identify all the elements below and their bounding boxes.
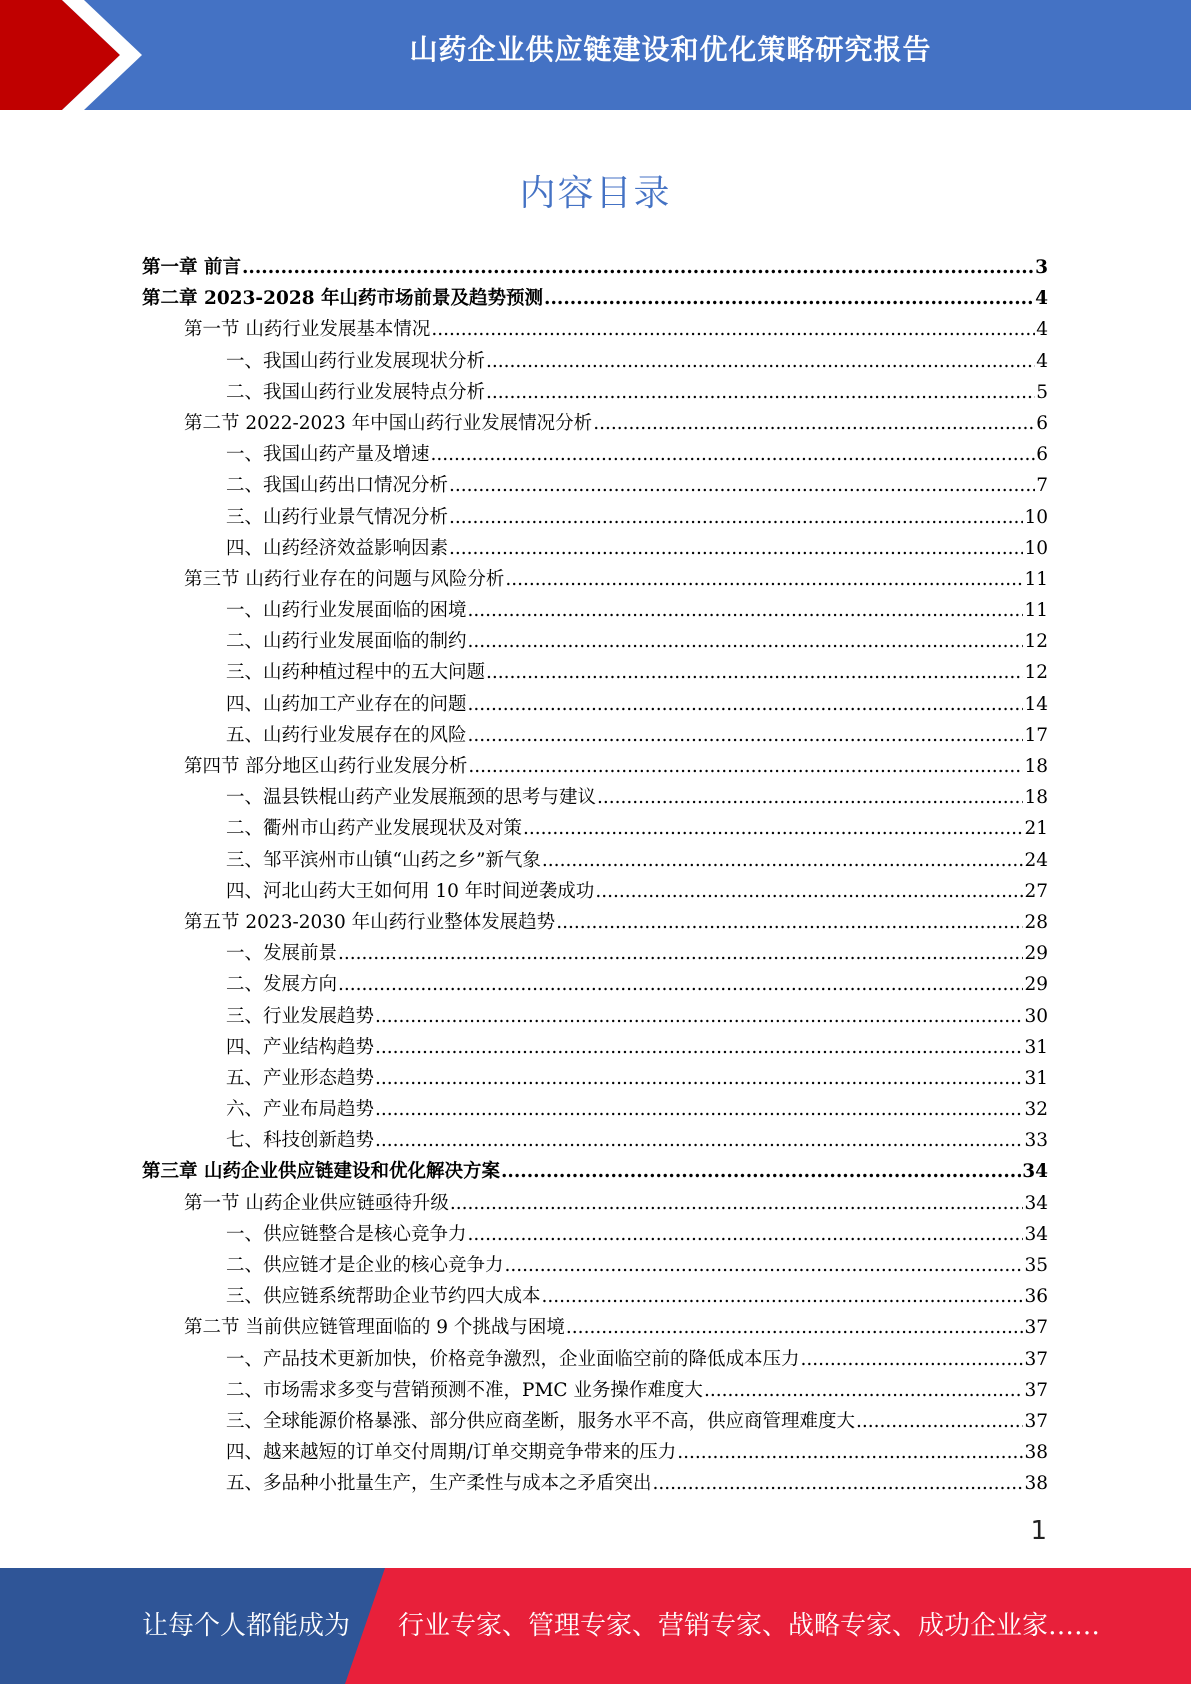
toc-entry-label: 二、衢州市山药产业发展现状及对策 — [226, 818, 523, 840]
toc-entry[interactable] — [142, 939, 1048, 970]
toc-entry-page: 37 — [1024, 1317, 1048, 1339]
report-title: 山药企业供应链建设和优化策略研究报告 — [409, 33, 932, 66]
toc-entry[interactable] — [142, 378, 1048, 409]
toc-entry-page: 18 — [1024, 787, 1048, 809]
toc-entry[interactable] — [142, 814, 1048, 845]
toc-entry[interactable] — [142, 1469, 1048, 1500]
toc-dot-leader — [486, 382, 1035, 403]
toc-entry-page: 30 — [1024, 1005, 1048, 1027]
toc-dot-leader — [468, 725, 1024, 746]
toc-entry-label: 一、产品技术更新加快，价格竞争激烈，企业面临空前的降低成本压力 — [226, 1348, 800, 1370]
toc-entry[interactable] — [142, 1282, 1048, 1313]
toc-entry[interactable] — [142, 877, 1048, 908]
toc-entry-label: 二、山药行业发展面临的制约 — [226, 631, 467, 653]
toc-dot-leader — [449, 507, 1023, 528]
toc-entry[interactable] — [142, 690, 1048, 721]
toc-entry-label: 第三章 山药企业供应链建设和优化解决方案 — [142, 1161, 500, 1183]
toc-entry-page: 14 — [1024, 693, 1048, 715]
toc-entry[interactable] — [142, 908, 1048, 939]
toc-dot-leader — [338, 943, 1023, 964]
toc-entry-page: 12 — [1024, 662, 1048, 684]
toc-entry-page: 11 — [1024, 600, 1048, 622]
toc-entry-label: 三、山药种植过程中的五大问题 — [226, 662, 486, 684]
toc-entry[interactable] — [142, 440, 1048, 471]
toc-entry-label: 一、温县铁棍山药产业发展瓶颈的思考与建议 — [226, 787, 597, 809]
toc-entry-page: 38 — [1024, 1442, 1048, 1464]
toc-entry[interactable] — [142, 1033, 1048, 1064]
toc-dot-leader — [431, 444, 1036, 465]
toc-entry-page: 18 — [1024, 756, 1048, 777]
toc-entry-label: 三、行业发展趋势 — [226, 1005, 375, 1027]
toc-entry-label: 一、我国山药产量及增速 — [226, 444, 430, 466]
toc-entry-label: 第三节 山药行业存在的问题与风险分析 — [184, 568, 505, 590]
toc-entry-label: 三、全球能源价格暴涨、部分供应商垄断，服务水平不高，供应商管理难度大 — [226, 1410, 856, 1432]
toc-dot-leader — [375, 1006, 1023, 1027]
toc-dot-leader — [242, 257, 1034, 278]
toc-entry-label: 五、多品种小批量生产，生产柔性与成本之矛盾突出 — [226, 1473, 652, 1495]
toc-entry-label: 二、市场需求多变与营销预测不准，PMC 业务操作难度大 — [226, 1379, 703, 1401]
toc-entry-label: 一、山药行业发展面临的困境 — [226, 600, 467, 622]
toc-entry[interactable] — [142, 1407, 1048, 1438]
toc-entry-page: 32 — [1024, 1099, 1048, 1121]
toc-entry-page: 31 — [1024, 1036, 1048, 1058]
toc-entry-label: 三、供应链系统帮助企业节约四大成本 — [226, 1286, 541, 1308]
toc-entry-label: 五、产业形态趋势 — [226, 1067, 375, 1089]
toc-entry[interactable] — [142, 783, 1048, 814]
toc-dot-leader — [544, 288, 1034, 309]
toc-entry-page: 31 — [1024, 1067, 1048, 1089]
toc-entry-page: 11 — [1024, 568, 1048, 590]
toc-entry-label: 第二节 当前供应链管理面临的 9 个挑战与困境 — [184, 1317, 565, 1339]
toc-entry[interactable] — [142, 471, 1048, 502]
toc-entry-page: 12 — [1024, 631, 1048, 653]
page-number: 1 — [1030, 1516, 1047, 1546]
toc-heading: 内容目录 — [519, 173, 672, 214]
toc-entry-page: 37 — [1024, 1410, 1048, 1432]
toc-dot-leader — [653, 1473, 1024, 1494]
toc-entry-page: 29 — [1024, 974, 1048, 996]
toc-entry-page: 4 — [1036, 319, 1048, 341]
toc-entry[interactable] — [142, 1438, 1048, 1469]
toc-entry-page: 6 — [1036, 444, 1048, 466]
toc-entry[interactable] — [142, 1157, 1048, 1188]
toc-entry-page: 17 — [1024, 724, 1048, 746]
toc-dot-leader — [597, 787, 1023, 808]
toc-dot-leader — [468, 1224, 1024, 1245]
toc-dot-leader — [593, 413, 1035, 434]
toc-entry-label: 一、我国山药行业发展现状分析 — [226, 350, 486, 372]
toc-entry-label: 四、山药加工产业存在的问题 — [226, 693, 467, 715]
toc-entry[interactable] — [142, 1345, 1048, 1376]
toc-entry[interactable] — [142, 1220, 1048, 1251]
toc-entry-label: 第一节 山药行业发展基本情况 — [184, 319, 431, 341]
toc-entry[interactable] — [142, 1251, 1048, 1282]
toc-entry[interactable] — [142, 1002, 1048, 1033]
toc-entry-page: 6 — [1036, 412, 1048, 434]
toc-entry-label: 六、产业布局趋势 — [226, 1099, 375, 1121]
toc-entry-page: 29 — [1024, 943, 1048, 965]
toc-dot-leader — [704, 1380, 1024, 1401]
toc-entry[interactable] — [142, 1376, 1048, 1407]
toc-dot-leader — [449, 538, 1023, 559]
toc-dot-leader — [856, 1411, 1023, 1432]
toc-dot-leader — [338, 974, 1023, 995]
header-chevron-icon — [0, 0, 150, 110]
toc-entry[interactable] — [142, 1064, 1048, 1095]
toc-dot-leader — [595, 881, 1023, 902]
toc-dot-leader — [486, 351, 1035, 372]
toc-dot-leader — [566, 1317, 1024, 1338]
report-footer — [0, 1568, 1191, 1684]
toc-dot-leader — [505, 569, 1023, 590]
toc-dot-leader — [505, 1255, 1024, 1276]
toc-entry-label: 七、科技创新趋势 — [226, 1130, 375, 1152]
toc-entry-page: 27 — [1024, 880, 1048, 902]
toc-dot-leader — [542, 850, 1024, 871]
toc-entry-page: 10 — [1024, 537, 1048, 559]
toc-entry-label: 第四节 部分地区山药行业发展分析 — [184, 756, 468, 777]
toc-dot-leader — [486, 662, 1023, 683]
toc-entry-label: 一、发展前景 — [226, 943, 338, 965]
toc-entry-page: 34 — [1024, 1223, 1048, 1245]
toc-entry-label: 第五节 2023-2030 年山药行业整体发展趋势 — [184, 911, 556, 933]
toc-entry-page: 34 — [1022, 1161, 1048, 1183]
toc-entry-label: 第一节 山药企业供应链亟待升级 — [184, 1192, 449, 1214]
toc-dot-leader — [501, 1161, 1021, 1182]
toc-entry[interactable] — [142, 752, 1048, 783]
toc-entry-page: 34 — [1024, 1192, 1048, 1214]
toc-entry-label: 五、山药行业发展存在的风险 — [226, 724, 467, 746]
toc-entry[interactable] — [142, 1095, 1048, 1126]
toc-entry-label: 二、我国山药出口情况分析 — [226, 475, 449, 497]
toc-entry[interactable] — [142, 658, 1048, 689]
toc-entry-page: 28 — [1024, 911, 1048, 933]
footer-slogan-left: 让每个人都能成为 — [142, 1611, 351, 1641]
toc-entry[interactable] — [142, 1313, 1048, 1344]
toc-dot-leader — [523, 818, 1023, 839]
toc-entry[interactable] — [142, 1126, 1048, 1157]
toc-entry-label: 第一章 前言 — [142, 257, 241, 278]
toc-entry[interactable] — [142, 253, 1048, 284]
toc-dot-leader — [468, 600, 1024, 621]
toc-dot-leader — [375, 1130, 1023, 1151]
toc-entry-label: 二、发展方向 — [226, 974, 338, 996]
toc-entry-label: 第二节 2022-2023 年中国山药行业发展情况分析 — [184, 412, 593, 434]
toc-entry-page: 36 — [1024, 1286, 1048, 1308]
toc-entry[interactable] — [142, 534, 1048, 565]
toc-entry-page: 24 — [1024, 849, 1048, 871]
toc-entry-page: 38 — [1024, 1473, 1048, 1495]
toc-dot-leader — [801, 1349, 1024, 1370]
toc-dot-leader — [449, 475, 1035, 496]
toc-entry[interactable] — [142, 627, 1048, 658]
footer-slogan-right: 行业专家、管理专家、营销专家、战略专家、成功企业家…… — [398, 1611, 1101, 1641]
toc-dot-leader — [375, 1099, 1023, 1120]
toc-entry-label: 第二章 2023-2028 年山药市场前景及趋势预测 — [142, 288, 544, 310]
toc-entry-page: 21 — [1024, 818, 1048, 840]
toc-entry-page: 3 — [1035, 257, 1048, 278]
toc-entry-page: 4 — [1036, 350, 1048, 372]
toc-dot-leader — [468, 756, 1023, 777]
toc-entry[interactable] — [142, 565, 1048, 596]
toc-dot-leader — [542, 1286, 1024, 1307]
table-of-contents — [142, 253, 1048, 1501]
toc-entry-page: 10 — [1024, 506, 1048, 528]
toc-entry[interactable] — [142, 347, 1048, 378]
toc-entry-page: 37 — [1024, 1348, 1048, 1370]
toc-entry-label: 一、供应链整合是核心竞争力 — [226, 1223, 467, 1245]
toc-dot-leader — [468, 694, 1024, 715]
toc-entry[interactable] — [142, 970, 1048, 1001]
toc-dot-leader — [431, 319, 1035, 340]
toc-entry[interactable] — [142, 503, 1048, 534]
toc-entry[interactable] — [142, 846, 1048, 877]
toc-entry-label: 四、越来越短的订单交付周期/订单交期竞争带来的压力 — [226, 1442, 677, 1464]
toc-entry-label: 四、山药经济效益影响因素 — [226, 537, 449, 559]
toc-entry-label: 三、山药行业景气情况分析 — [226, 506, 449, 528]
toc-entry-label: 四、河北山药大王如何用 10 年时间逆袭成功 — [226, 880, 595, 902]
report-header — [0, 0, 1191, 110]
toc-entry-page: 5 — [1036, 381, 1048, 403]
toc-dot-leader — [556, 912, 1023, 933]
toc-entry-page: 4 — [1035, 288, 1048, 310]
toc-entry[interactable] — [142, 596, 1048, 627]
toc-entry-label: 四、产业结构趋势 — [226, 1036, 375, 1058]
toc-dot-leader — [450, 1193, 1024, 1214]
toc-dot-leader — [468, 631, 1024, 652]
toc-entry-page: 35 — [1024, 1255, 1048, 1276]
toc-entry[interactable] — [142, 284, 1048, 315]
toc-entry-page: 37 — [1024, 1379, 1048, 1401]
toc-dot-leader — [375, 1068, 1023, 1089]
toc-entry-label: 二、供应链才是企业的核心竞争力 — [226, 1255, 504, 1276]
toc-entry[interactable] — [142, 315, 1048, 346]
toc-entry-label: 二、我国山药行业发展特点分析 — [226, 381, 486, 403]
toc-dot-leader — [375, 1037, 1023, 1058]
toc-entry[interactable] — [142, 1189, 1048, 1220]
toc-entry-page: 33 — [1024, 1130, 1048, 1152]
toc-entry[interactable] — [142, 409, 1048, 440]
toc-entry-label: 三、邹平滨州市山镇“山药之乡”新气象 — [226, 849, 541, 871]
toc-dot-leader — [677, 1442, 1023, 1463]
toc-entry[interactable] — [142, 721, 1048, 752]
toc-entry-page: 7 — [1036, 475, 1048, 497]
